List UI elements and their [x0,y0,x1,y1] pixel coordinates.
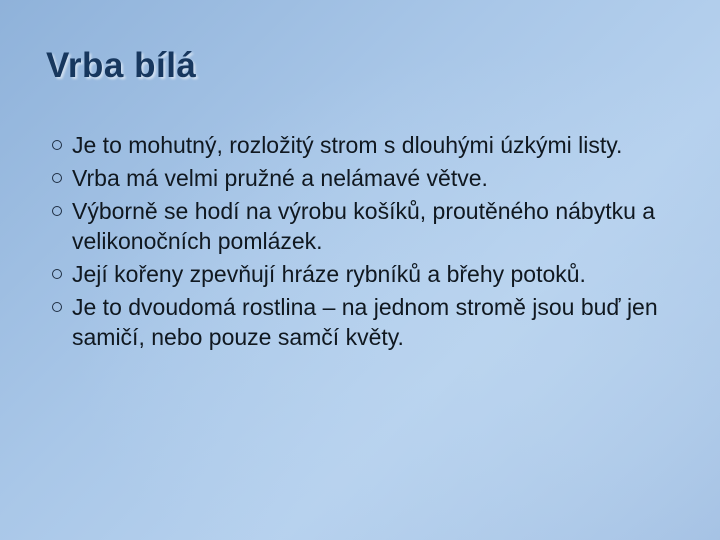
bullet-item [52,292,692,352]
bullet-text: Její kořeny zpevňují hráze rybníků a břehy potoků. [72,261,586,287]
circle-bullet-icon [52,269,62,279]
bullet-item [52,259,692,289]
circle-bullet-icon [52,140,62,150]
bullet-item [52,130,692,160]
bullet-list [52,130,692,355]
bullet-item [52,196,692,256]
bullet-text: Vrba má velmi pružné a nelámavé větve. [72,165,488,191]
slide-title: Vrba bílá [46,46,197,85]
bullet-text: Výborně se hodí na výrobu košíků, proutěného nábytku a velikonočních pomlázek. [72,198,656,254]
circle-bullet-icon [52,302,62,312]
bullet-text: Je to dvoudomá rostlina – na jednom stromě jsou buď jen samičí, nebo pouze samčí květy. [72,294,658,350]
circle-bullet-icon [52,173,62,183]
bullet-item [52,163,692,193]
circle-bullet-icon [52,206,62,216]
bullet-text: Je to mohutný, rozložitý strom s dlouhými úzkými listy. [72,132,623,158]
